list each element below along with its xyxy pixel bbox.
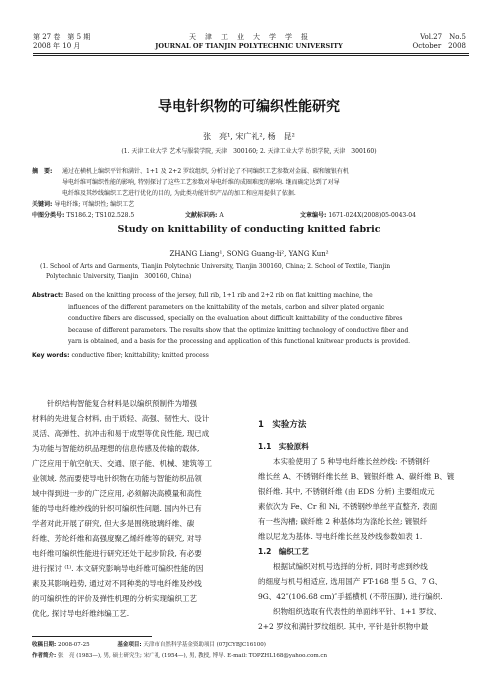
header-date-en: October 2008	[412, 42, 466, 50]
right-line: 2+2 罗纹和满针罗纹组织. 其中, 平针是针织物中最	[258, 622, 429, 631]
doc-code-label: 文献标识码:	[185, 212, 218, 219]
left-line: 材料的先进复合材料, 由于质轻、高强、韧性大、设计	[32, 414, 210, 423]
abstract-cn-line-3: 电纤维及其纱线编织工艺进行优化的目的, 为此类功能针织产品的加工和应用提供了依据.	[62, 190, 296, 197]
left-line: 针织结构智能复合材料是以编织预制件为增强	[32, 399, 197, 408]
left-line: 素及其影响趋势, 通过对不同种类的导电纤维及纱线	[32, 579, 202, 588]
author-label: 作者简介:	[32, 653, 57, 659]
doc-code-value: A	[219, 212, 224, 219]
header-rule-thin	[33, 55, 469, 56]
received-label: 收稿日期:	[32, 642, 57, 648]
left-line: 域中得到进一步的广泛应用, 必须解决高模量和高性	[32, 489, 202, 498]
english-abstract-line-1: Based on the knitting process of the jersey, full rib, 1+1 rib and 2+2 rib on flat knitting machine, the	[65, 292, 373, 299]
english-abstract-line-5: yarn is obtained, and a basis for the processing and application of this functional knitwear products is provided.	[68, 338, 410, 345]
left-line: 为功能与智能纺织品理想的信息传感及传输的载体,	[32, 444, 200, 453]
header-journal-cn: 天 津 工 业 大 学 学 报	[189, 33, 309, 41]
right-line: 9G、42″(106.68 cm)″手摇横机 (不带压脚), 进行编织.	[258, 592, 443, 601]
abstract-label	[32, 166, 52, 177]
english-affil-line-1: (1. School of Arts and Garments, Tianjin Polytechnic University, Tianjin 300160, China; 2. School of Textile, Tianjin	[40, 263, 391, 270]
left-line: 进行探讨 ⁽¹⁾. 本文研究影响导电纤维可编织性能的因	[32, 564, 204, 573]
english-abstract-line-2: influences of the different parameters on the knittability of the metals, carbon and silver plated organic	[68, 303, 385, 311]
author-value: 张 亮 (1983—), 男, 硕士研究生; 宋广礼 (1954—), 男, 教授, 博导. E-mail: TOPZHL168@yahoo.com.cn	[57, 653, 328, 659]
footnote-received-row	[32, 640, 472, 650]
english-abstract-label: Abstract:	[32, 292, 64, 299]
left-line: 优化, 探讨导电纤维纬编工艺.	[32, 609, 130, 618]
footnote-author-row	[32, 651, 472, 661]
keywords-row	[32, 199, 134, 210]
left-line: 能的导电纤维纱线的针织可编织性问题. 国内外已有	[32, 504, 202, 513]
right-column	[258, 418, 470, 634]
header-volume-en: Vol.27 No.5	[420, 33, 466, 41]
english-title: Study on knittability of conducting knitted fabric	[117, 224, 381, 235]
article-no-value: 1671-024X(2008)05-0043-04	[328, 212, 416, 219]
header-rule	[33, 53, 469, 54]
right-line: 的细度与机号相适应, 选用国产 FT-168 型 5 G、7 G、	[258, 577, 443, 586]
doc-code-row	[185, 210, 224, 221]
right-line: 织物组织选取有代表性的单面纬平针、1+1 罗纹、	[258, 607, 442, 616]
left-line: 广泛应用于航空航天、交通、原子能、机械、建筑等工	[32, 459, 212, 468]
fund-label: 基金项目:	[117, 642, 142, 648]
abstract-cn-line-1: 通过在横机上编织平针和满针、1+1 及 2+2 罗纹组织, 分析讨论了不同编织工艺参数对金属、碳和镀银有机	[62, 168, 349, 175]
left-line: 纤维、芳纶纤维和高强度聚乙烯纤维等的研究, 对导	[32, 534, 202, 543]
subsection-heading: 1.1 实验原料	[258, 442, 309, 451]
keywords-cn: 导电纤维; 可编织性; 编织工艺	[54, 201, 135, 208]
article-no-label: 文章编号:	[300, 212, 327, 219]
english-affiliation	[40, 262, 460, 282]
clc-label: 中图分类号:	[32, 212, 65, 219]
right-line: 本实验使用了 5 种导电纤维长丝纱线: 不锈钢纤	[258, 457, 430, 466]
article-authors: 张 亮¹, 宋广礼², 杨 昆²	[203, 132, 295, 141]
english-authors: ZHANG Liang¹, SONG Guang-li², YANG Kun²	[169, 250, 329, 258]
abstract-cn-line-2: 导电纤维可编织性能的影响, 特别探讨了这些工艺参数对导电纤维的成圈难度的影响. 继而确定达到了对导	[62, 179, 340, 186]
right-line: 维长丝 A、不锈钢纤维长丝 B、镀银纤维 A、碳纤维 B、镀	[258, 472, 455, 481]
header-journal-en: JOURNAL OF TIANJIN POLYTECHNIC UNIVERSITY	[155, 42, 343, 50]
article-affiliation: (1. 天津工业大学 艺术与服装学院, 天津 300160; 2. 天津工业大学 纺织学院, 天津 300160)	[121, 148, 377, 155]
left-line: 电纤维可编织性能进行研究还处于起步阶段, 有必要	[32, 549, 202, 558]
keywords-label: 关键词:	[32, 201, 53, 208]
article-no-row	[300, 210, 416, 221]
section-heading: 1 实验方法	[258, 420, 307, 430]
right-line: 根据试编织对机号选择的分析, 同时考虑到纱线	[258, 562, 428, 571]
article-title: 导电针织物的可编织性能研究	[158, 99, 340, 115]
left-line: 业领域. 然而要使导电针织物在功能与智能纺织品领	[32, 474, 202, 483]
fund-value: 天津市自然科学基金资助项目 (07JCYBJC16100)	[143, 642, 266, 648]
left-line: 灵活、高弹性、抗冲击和易于成型等优良性能, 现已成	[32, 429, 210, 438]
received-value: 2008-07-25	[57, 642, 90, 648]
english-abstract	[32, 290, 470, 348]
right-line: 银纤维. 其中, 不锈钢纤维 (由 EDS 分析) 主要组成元	[258, 487, 435, 496]
english-abstract-line-3: conductive fibers are discussed, specially on the evaluation about difficult knittability of the conductive fibres	[68, 315, 403, 322]
left-column	[32, 396, 240, 621]
subsection-heading: 1.2 编织工艺	[258, 547, 309, 556]
english-keywords-label: Key words:	[32, 352, 70, 359]
clc-value: TS186.2; TS102.528.5	[66, 212, 135, 219]
left-line: 学者对此开展了研究, 但大多是围绕玻璃纤维、碳	[32, 519, 195, 528]
abstract-label-text: 摘 要:	[32, 168, 53, 175]
english-keywords-row	[32, 350, 209, 361]
header-volume: 第 27 卷 第 5 期	[33, 33, 91, 41]
english-affil-line-2: Polytechnic University, Tianjin 300160, China)	[46, 273, 192, 280]
right-line: 素依次为 Fe、Cr 和 Ni, 不锈钢纱单丝平直整齐, 表面	[258, 502, 438, 511]
left-line: 的可编织性的评价及弹性机理的分析实现编织工艺	[32, 594, 197, 603]
clc-row	[32, 210, 134, 221]
english-abstract-line-4: because of different parameters. The results show that the optimize knitting technology of conductive fiber and	[68, 326, 409, 334]
english-keywords: conductive fiber; knittability; knitted process	[71, 352, 209, 359]
footnote-rule	[32, 636, 152, 637]
header-date: 2008 年 10 月	[33, 42, 81, 50]
right-line: 维以尼龙为基体. 导电纤维长丝及纱线参数如表 1.	[258, 532, 423, 541]
right-line: 有一些沟槽; 碳纤维 2 种基体均为涤纶长丝; 镀银纤	[258, 517, 428, 526]
